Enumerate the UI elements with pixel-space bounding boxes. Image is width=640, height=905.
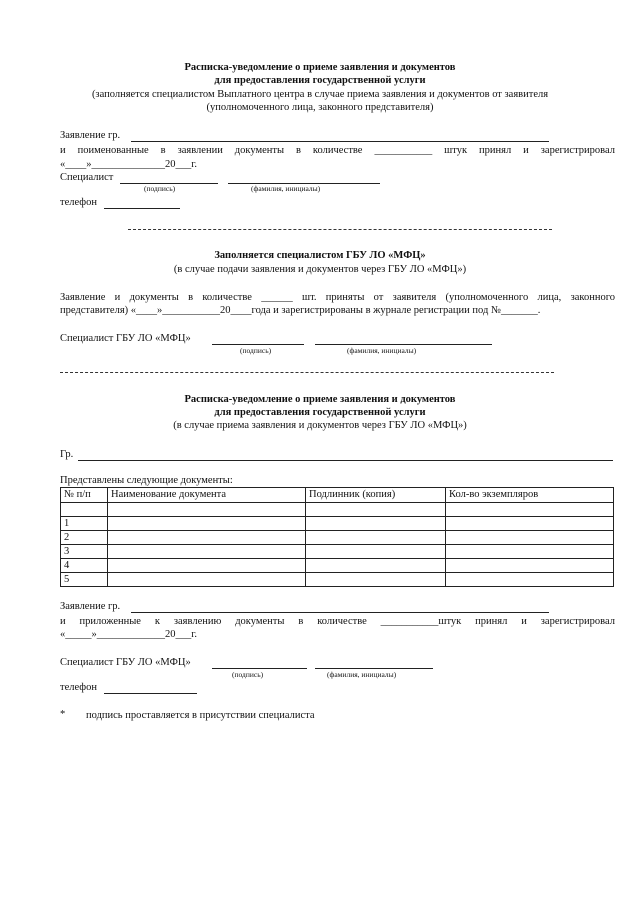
col-name-header: Наименование документа [108, 488, 306, 503]
row-number: 2 [61, 531, 108, 545]
mfc2-name-line[interactable] [315, 668, 433, 669]
receipt2-title-line1: Расписка-уведомление о приеме заявления и документов [184, 394, 456, 405]
mfc2-signature-line[interactable] [212, 668, 307, 669]
table-row [61, 545, 614, 559]
phone-line[interactable] [104, 208, 180, 209]
receipt-title-line1: Расписка-уведомление о приеме заявления и документов [184, 62, 456, 73]
signature-caption: (подпись) [144, 184, 176, 193]
table-row-empty [61, 503, 614, 517]
phone2-label: телефон [60, 682, 97, 693]
table-row [61, 559, 614, 573]
documents-table [60, 487, 614, 587]
table-header-row [61, 488, 614, 503]
mfc2-name-caption: (фамилия, инициалы) [327, 670, 397, 679]
mfc-name-line[interactable] [315, 344, 492, 345]
mfc-specialist-label: Специалист ГБУ ЛО «МФЦ» [60, 333, 191, 344]
footnote-mark: * [60, 709, 66, 720]
applicant-label: Заявление гр. [60, 130, 121, 141]
applicant2-name-line[interactable] [131, 612, 549, 613]
footnote-text: подпись проставляется в присутствии специалиста [86, 710, 315, 721]
date-line: «____»______________20___г. [60, 159, 197, 170]
row-number: 1 [61, 517, 108, 531]
receipt-subtitle-line1: (заполняется специалистом Выплатного центра в случае приема заявления и документов от заявителя [91, 89, 549, 100]
table-row [61, 517, 614, 531]
documents-heading: Представлены следующие документы: [60, 475, 233, 486]
documents-count-line: и поименованные в заявлении документы в количестве ___________ штук принял и зарегистрировал [60, 145, 615, 156]
mfc-subtitle: (в случае подачи заявления и документов через ГБУ ЛО «МФЦ») [173, 264, 467, 275]
applicant2-label: Заявление гр. [60, 601, 121, 612]
col-original-header: Подлинник (копия) [306, 488, 446, 503]
row-number: 5 [61, 573, 108, 587]
col-number-header: № п/п [61, 488, 108, 503]
documents2-count-line: и приложенные к заявлению документы в количестве ___________штук принял и зарегистрировал [60, 616, 615, 627]
applicant-name-line[interactable] [131, 141, 549, 142]
date2-line: «_____»_____________20___г. [60, 629, 197, 640]
mfc-acceptance-line1: Заявление и документы в количестве ______ шт. приняты от заявителя (уполномоченного лица, законного [60, 292, 615, 303]
col-count-header: Кол-во экземпляров [446, 488, 614, 503]
mfc-acceptance-line2: представителя) «____»___________20____года и зарегистрированы в журнале регистрации под №_______. [60, 305, 541, 316]
receipt-title-line2: для предоставления государственной услуги [214, 75, 426, 86]
row-number: 4 [61, 559, 108, 573]
table-row [61, 573, 614, 587]
mfc-name-caption: (фамилия, инициалы) [347, 346, 417, 355]
mfc2-specialist-label: Специалист ГБУ ЛО «МФЦ» [60, 657, 191, 668]
name-caption: (фамилия, инициалы) [251, 184, 321, 193]
phone2-line[interactable] [104, 693, 197, 694]
specialist-label: Специалист [60, 172, 114, 183]
section-divider [128, 229, 552, 230]
mfc-signature-line[interactable] [212, 344, 304, 345]
section-divider-2 [60, 372, 554, 373]
gr-name-line[interactable] [78, 460, 613, 461]
receipt2-subtitle: (в случае приема заявления и документов через ГБУ ЛО «МФЦ») [173, 420, 467, 431]
table-row [61, 531, 614, 545]
phone-label: телефон [60, 197, 97, 208]
mfc-title: Заполняется специалистом ГБУ ЛО «МФЦ» [214, 250, 426, 261]
mfc2-signature-caption: (подпись) [232, 670, 264, 679]
receipt2-title-line2: для предоставления государственной услуги [214, 407, 426, 418]
mfc-signature-caption: (подпись) [240, 346, 272, 355]
receipt-subtitle-line2: (уполномоченного лица, законного представителя) [206, 102, 434, 113]
gr-label: Гр. [60, 449, 74, 460]
row-number: 3 [61, 545, 108, 559]
